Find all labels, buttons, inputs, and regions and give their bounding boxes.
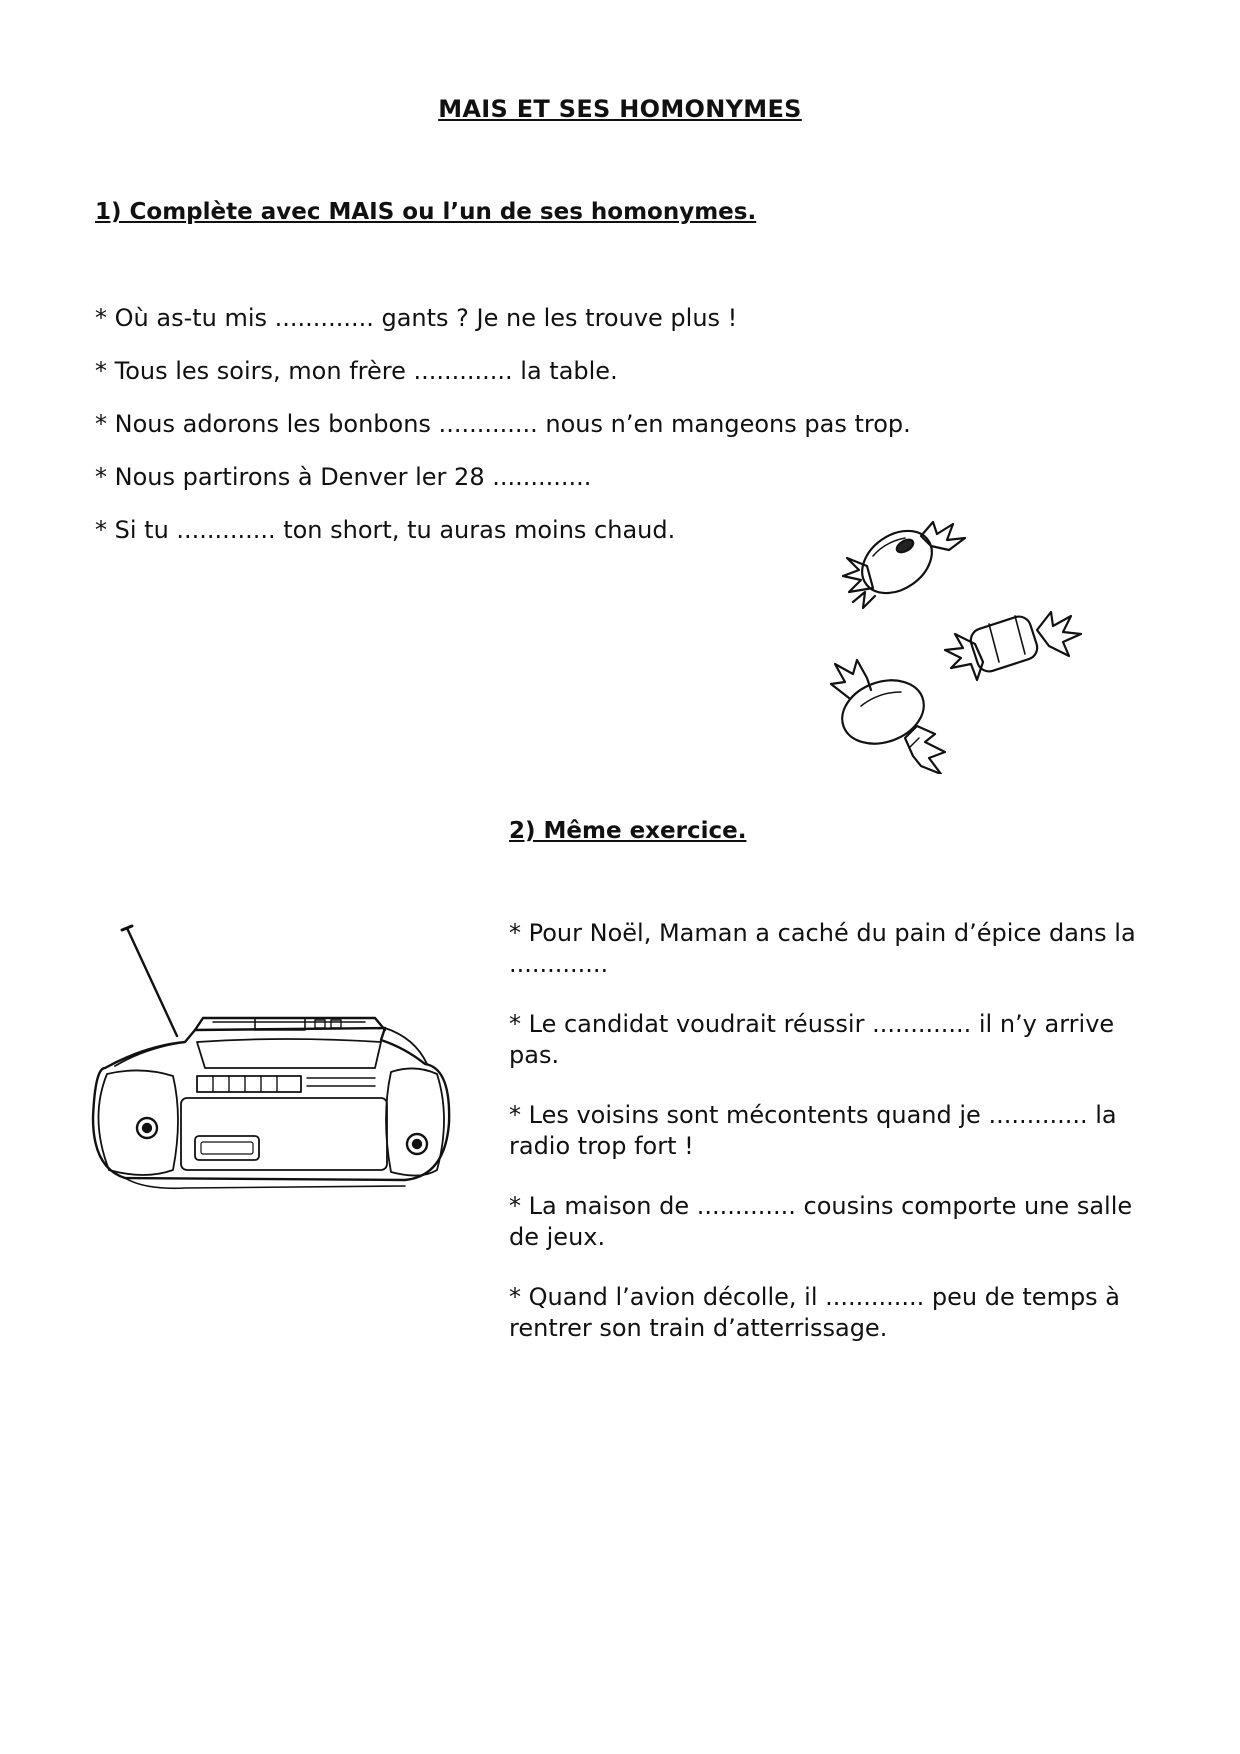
exercise-2-sentence: * Les voisins sont mécontents quand je ............. la radio trop fort ! (509, 1101, 1117, 1160)
exercise-2-list (509, 918, 1169, 1373)
exercise-1-sentence: * Où as-tu mis ............. gants ? Je ne les trouve plus ! (95, 304, 738, 332)
exercise-2-sentence: * Le candidat voudrait réussir ............. il n’y arrive pas. (509, 1010, 1115, 1069)
exercise-1-heading: 1) Complète avec MAIS ou l’un de ses homonymes. (95, 199, 757, 225)
exercise-2-sentence: * Pour Noël, Maman a caché du pain d’épice dans la ............. (509, 919, 1136, 978)
exercise-1-sentence: * Tous les soirs, mon frère ............. la table. (95, 357, 618, 385)
exercise-1-sentence: * Nous partirons à Denver ler 28 ............. (95, 463, 592, 491)
exercise-2-sentence: * Quand l’avion décolle, il ............. peu de temps à rentrer son train d’atterrissage. (509, 1283, 1121, 1342)
boombox-radio-icon (85, 918, 457, 1240)
candies-icon (805, 512, 1105, 774)
exercise-2-sentence: * La maison de ............. cousins comporte une salle de jeux. (509, 1192, 1133, 1251)
page-title: MAIS ET SES HOMONYMES (438, 95, 802, 123)
exercise-1-sentence: * Si tu ............. ton short, tu auras moins chaud. (95, 516, 676, 544)
exercise-2-heading: 2) Même exercice. (509, 818, 747, 844)
exercise-1-list (95, 301, 911, 566)
exercise-1-sentence: * Nous adorons les bonbons ............. nous n’en mangeons pas trop. (95, 410, 911, 438)
